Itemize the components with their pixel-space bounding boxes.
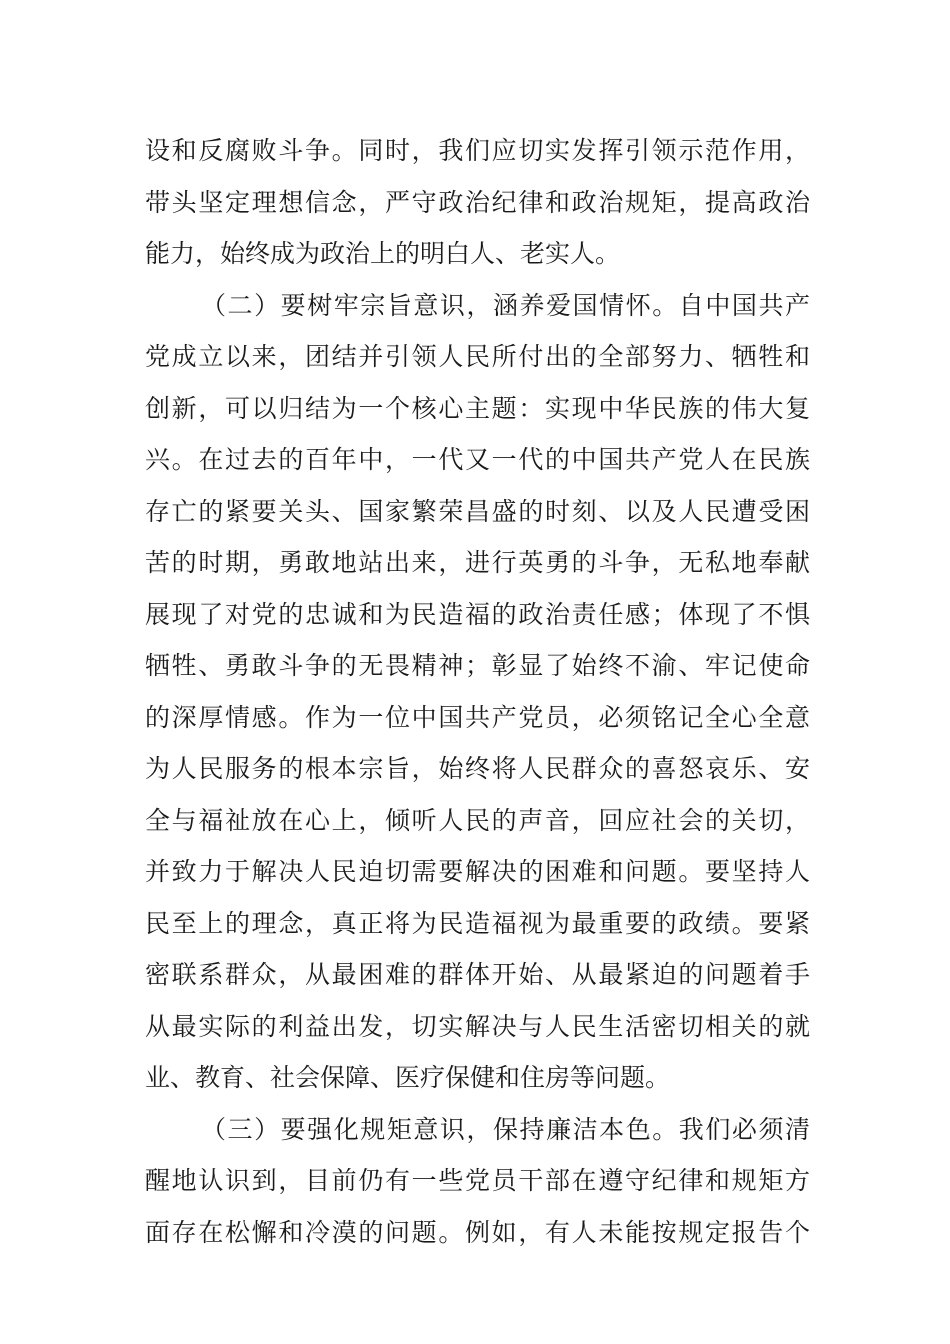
body-text — [145, 125, 810, 1258]
text-line: 带头坚定理想信念，严守政治纪律和政治规矩，提高政治 — [145, 187, 810, 217]
text-line: 展现了对党的忠诚和为民造福的政治责任感；体现了不惧 — [145, 599, 810, 629]
text-line: 为人民服务的根本宗旨，始终将人民群众的喜怒哀乐、安 — [145, 754, 810, 783]
text-line: 的深厚情感。作为一位中国共产党员，必须铭记全心全意 — [145, 702, 810, 732]
text-line: 业、教育、社会保障、医疗保健和住房等问题。 — [145, 1063, 671, 1092]
text-line: 存亡的紧要关头、国家繁荣昌盛的时刻、以及人民遭受困 — [145, 496, 810, 526]
text-line: 牺牲、勇敢斗争的无畏精神；彰显了始终不渝、牢记使命 — [145, 651, 810, 680]
text-line: 创新，可以归结为一个核心主题：实现中华民族的伟大复 — [145, 393, 810, 423]
text-line: 能力，始终成为政治上的明白人、老实人。 — [145, 239, 621, 268]
text-line: 兴。在过去的百年中，一代又一代的中国共产党人在民族 — [145, 445, 810, 474]
text-line: 党成立以来，团结并引领人民所付出的全部努力、牺牲和 — [145, 342, 810, 371]
text-line: 设和反腐败斗争。同时，我们应切实发挥引领示范作用， — [145, 136, 810, 165]
text-line: （二）要树牢宗旨意识，涵养爱国情怀。自中国共产 — [201, 290, 810, 320]
text-line: 苦的时期，勇敢地站出来，进行英勇的斗争，无私地奉献 — [145, 548, 810, 577]
text-line: 面存在松懈和冷漠的问题。例如，有人未能按规定报告个 — [145, 1217, 810, 1247]
text-line: 醒地认识到，目前仍有一些党员干部在遵守纪律和规矩方 — [145, 1166, 810, 1195]
text-line: （三）要强化规矩意识，保持廉洁本色。我们必须清 — [201, 1114, 810, 1144]
text-line: 并致力于解决人民迫切需要解决的困难和问题。要坚持人 — [145, 857, 810, 886]
text-line: 从最实际的利益出发，切实解决与人民生活密切相关的就 — [145, 1011, 810, 1041]
text-line: 全与福祉放在心上，倾听人民的声音，回应社会的关切， — [145, 805, 810, 835]
text-line: 民至上的理念，真正将为民造福视为最重要的政绩。要紧 — [145, 908, 810, 938]
text-line: 密联系群众，从最困难的群体开始、从最紧迫的问题着手 — [145, 960, 810, 989]
